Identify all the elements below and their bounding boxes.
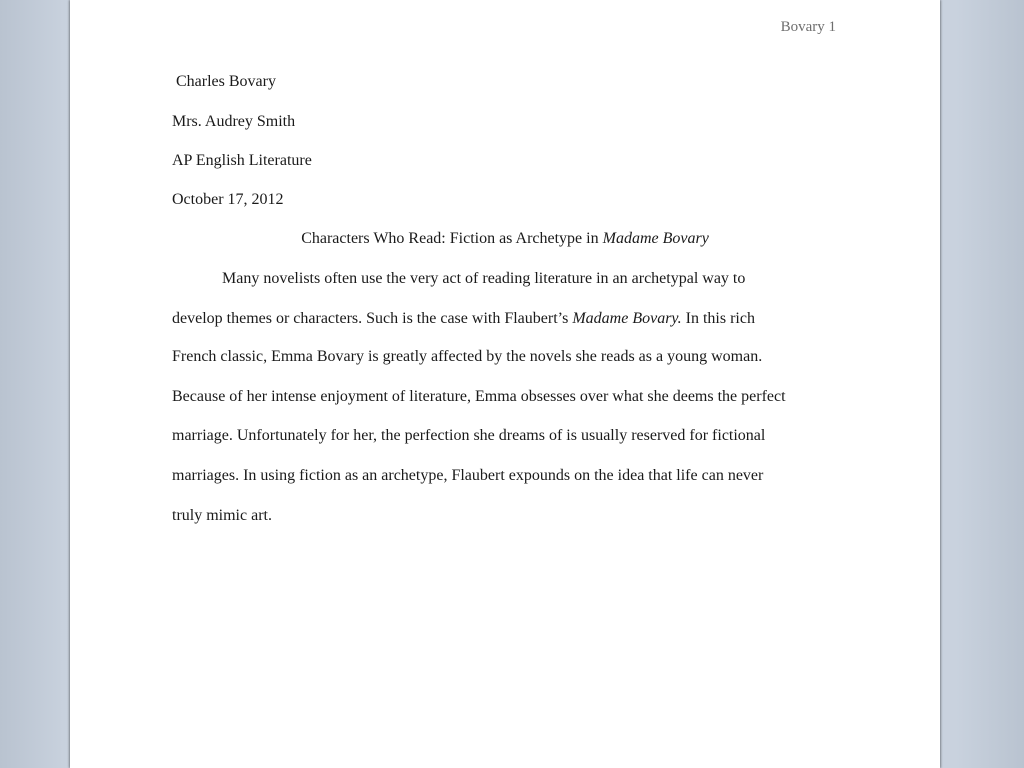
paragraph-line-2-a: develop themes or characters. Such is the case with Flaubert’s [172,310,573,327]
student-name: Charles Bovary [176,73,276,90]
paragraph-line-2-b: In this rich [681,310,755,327]
paragraph-line-5: marriage. Unfortunately for her, the perfection she dreams of is usually reserved for fictional [172,427,766,444]
paragraph-line-4: Because of her intense enjoyment of literature, Emma obsesses over what she deems the perfect [172,388,786,405]
running-header: Bovary 1 [780,19,836,35]
essay-title-text: Characters Who Read: Fiction as Archetype in [301,230,603,247]
essay-title [70,229,940,249]
paragraph-line-1: Many novelists often use the very act of reading literature in an archetypal way to [222,270,746,287]
paragraph-line-6: marriages. In using fiction as an archetype, Flaubert expounds on the idea that life can never [172,467,764,484]
document-page[interactable] [70,0,940,768]
paragraph-line-2-italic: Madame Bovary. [572,310,682,327]
date: October 17, 2012 [172,191,284,208]
course-name: AP English Literature [172,152,312,169]
paragraph-line-7: truly mimic art. [172,507,272,524]
paragraph-line-3: French classic, Emma Bovary is greatly affected by the novels she reads as a young woman. [172,348,763,365]
essay-title-italic: Madame Bovary [602,230,709,247]
paragraph-line-2 [172,309,832,329]
teacher-name: Mrs. Audrey Smith [172,113,296,130]
